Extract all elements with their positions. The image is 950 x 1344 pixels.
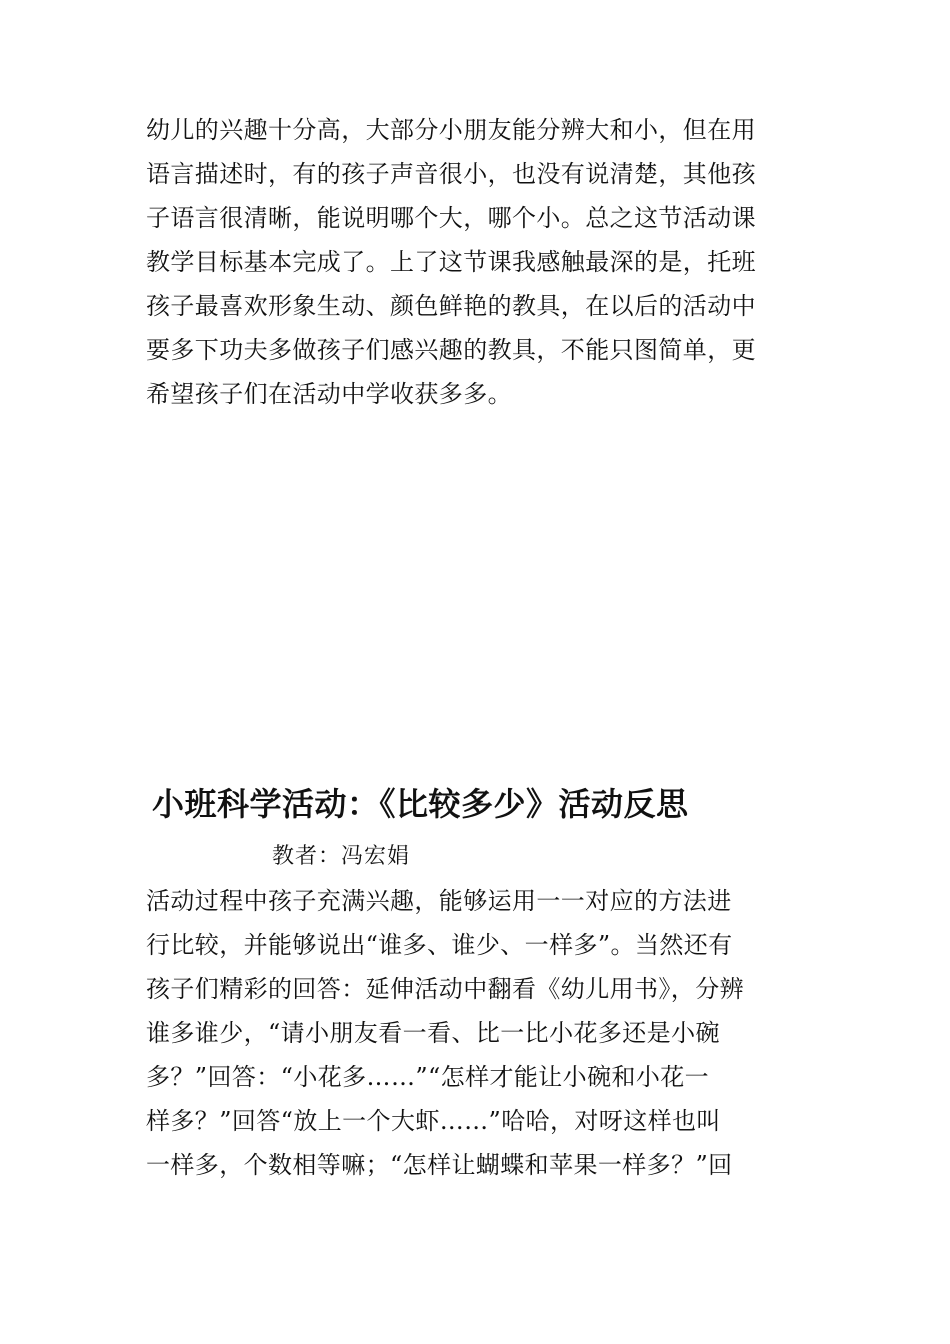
paragraph-line: 多？”回答：“小花多……”“怎样才能让小碗和小花一 bbox=[146, 1063, 710, 1091]
paragraph-line: 孩子最喜欢形象生动、颜色鲜艳的教具，在以后的活动中 bbox=[146, 292, 756, 320]
paragraph-line: 孩子们精彩的回答：延伸活动中翻看《幼儿用书》，分辨 bbox=[146, 975, 744, 1003]
paragraph-line: 希望孩子们在活动中学收获多多。 bbox=[146, 380, 512, 408]
paragraph-line: 要多下功夫多做孩子们感兴趣的教具，不能只图简单，更 bbox=[146, 336, 756, 364]
paragraph-line: 一样多，个数相等嘛；“怎样让蝴蝶和苹果一样多？”回 bbox=[146, 1151, 733, 1179]
paragraph-line: 语言描述时，有的孩子声音很小，也没有说清楚，其他孩 bbox=[146, 160, 756, 188]
author-line: 教者：冯宏娟 bbox=[272, 844, 411, 869]
paragraph-line: 教学目标基本完成了。上了这节课我感触最深的是，托班 bbox=[146, 248, 756, 276]
paragraph-line: 行比较，并能够说出“谁多、谁少、一样多”。当然还有 bbox=[146, 931, 733, 959]
paragraph-line: 样多？”回答“放上一个大虾……”哈哈，对呀这样也叫 bbox=[146, 1107, 721, 1135]
section-title: 小班科学活动：《比较多少》活动反思 bbox=[152, 785, 689, 823]
paragraph-line: 谁多谁少，“请小朋友看一看、比一比小花多还是小碗 bbox=[146, 1019, 720, 1047]
paragraph-line: 活动过程中孩子充满兴趣，能够运用一一对应的方法进 bbox=[146, 887, 732, 915]
paragraph-line: 幼儿的兴趣十分高，大部分小朋友能分辨大和小，但在用 bbox=[146, 116, 756, 144]
paragraph-line: 子语言很清晰，能说明哪个大，哪个小。总之这节活动课 bbox=[146, 204, 756, 232]
